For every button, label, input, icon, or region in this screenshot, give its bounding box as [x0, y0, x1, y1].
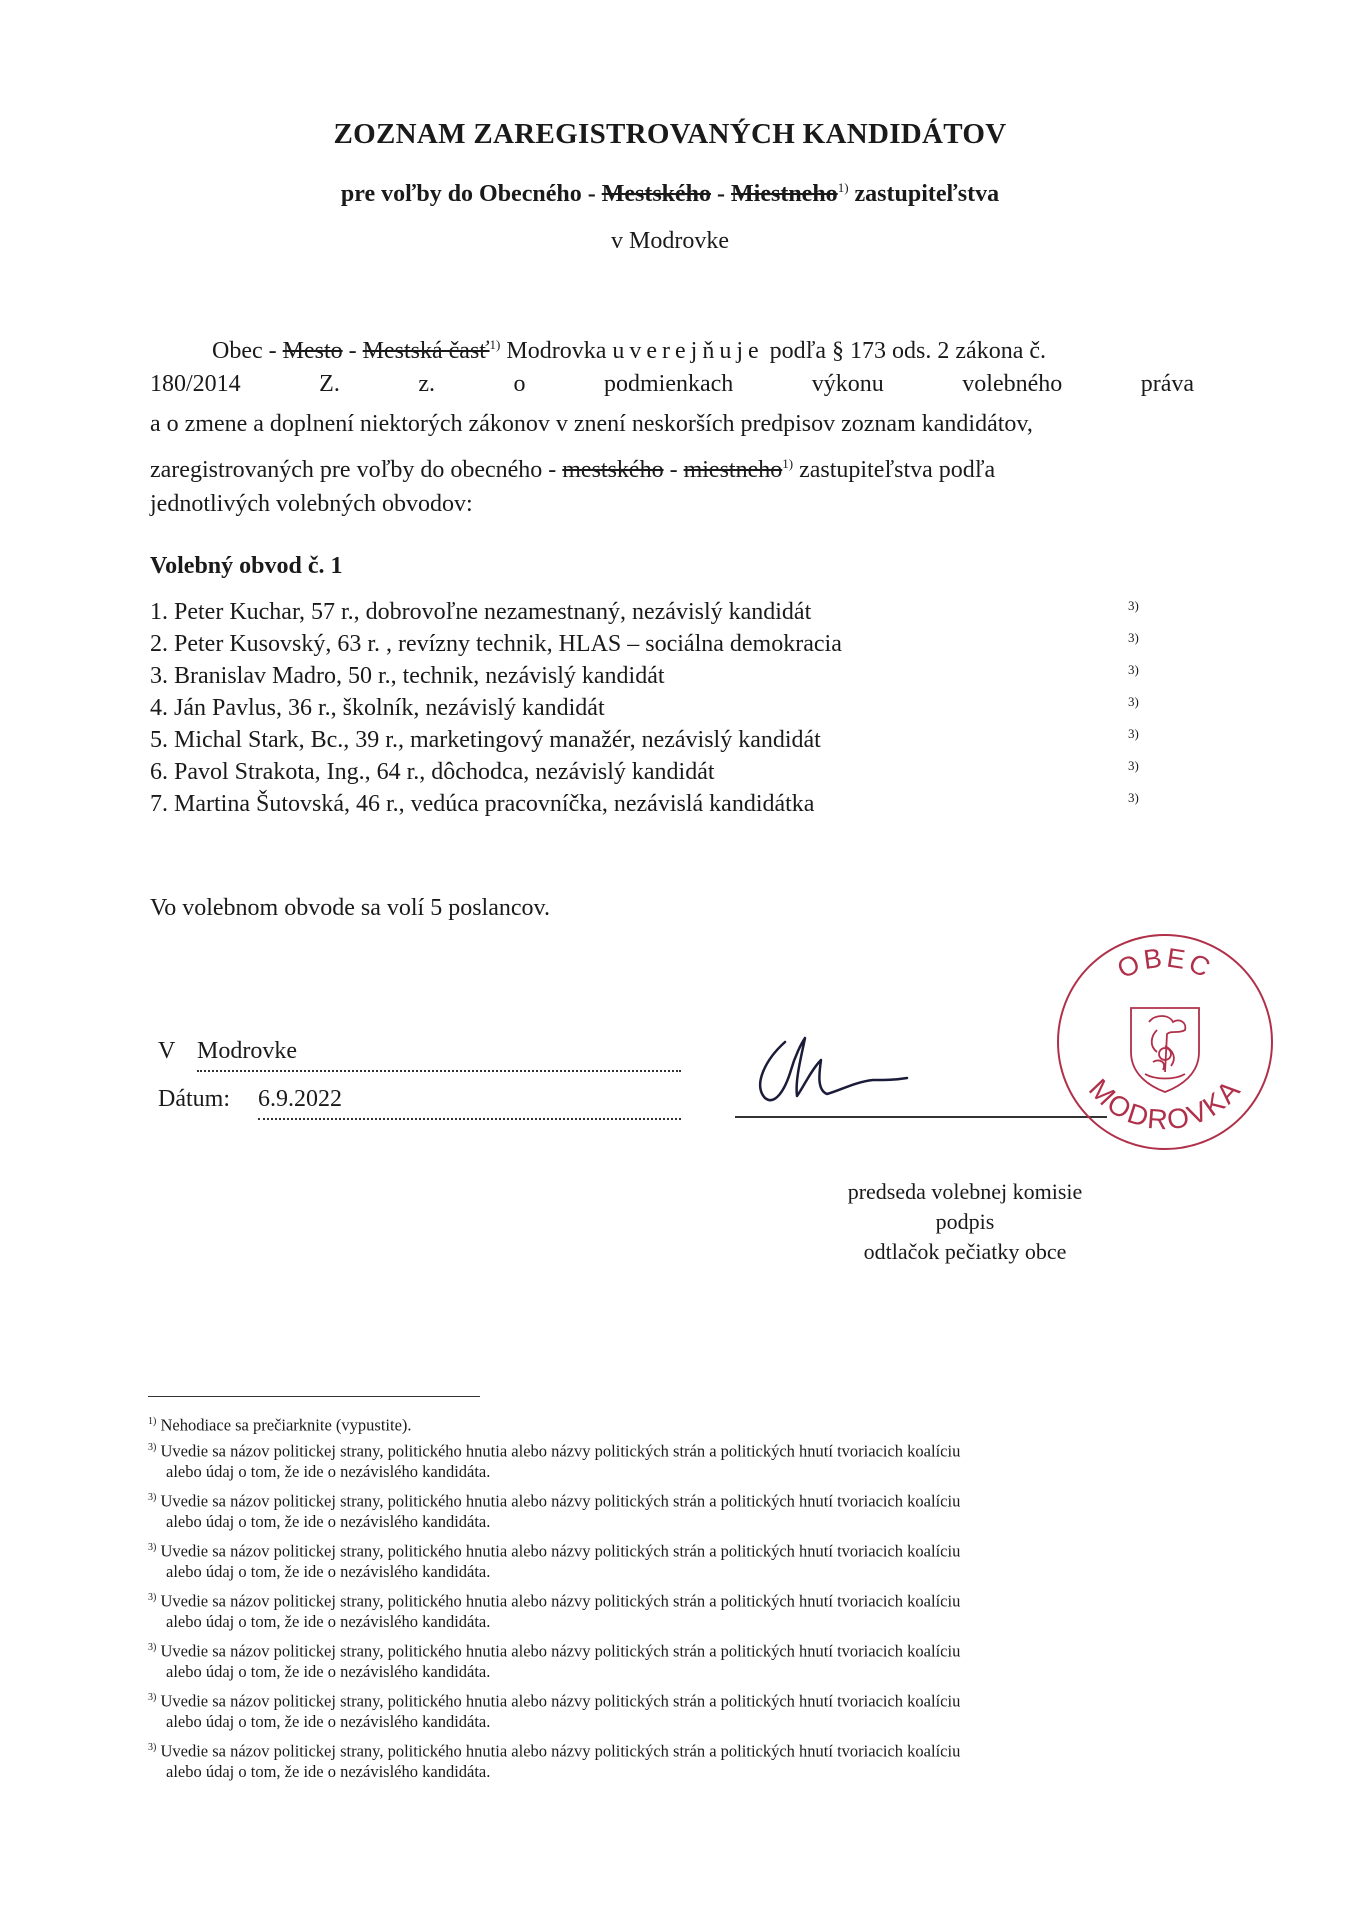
candidate-note: 3): [1128, 758, 1139, 773]
intro-note: 1): [489, 337, 501, 352]
intro-sep: -: [348, 338, 357, 364]
footnote-text-continued: alebo údaj o tom, že ide o nezávislého kandidáta.: [166, 1511, 491, 1531]
intro-word: o: [513, 371, 526, 397]
signature-caption-line-2: podpis: [935, 1209, 995, 1234]
candidate-item: 7. Martina Šutovská, 46 r., vedúca pracovníčka, nezávislá kandidátka: [150, 791, 815, 817]
footnote-text: Uvedie sa názov politickej strany, politického hnutia alebo názvy politických strán a politických hnutí tvoriacich koalíciu: [160, 1441, 961, 1461]
candidate-item: 3. Branislav Madro, 50 r., technik, nezávislý kandidát: [150, 663, 665, 689]
intro-struck-cast: Mestská časť: [362, 338, 490, 364]
candidate-item: 5. Michal Stark, Bc., 39 r., marketingový manažér, nezávislý kandidát: [150, 727, 821, 753]
intro-line-4-post: zastupiteľstva podľa: [799, 457, 996, 483]
footnote: [148, 1638, 1193, 1682]
footnote-text-continued: alebo údaj o tom, že ide o nezávislého kandidáta.: [166, 1611, 491, 1631]
candidate-item: 6. Pavol Strakota, Ing., 64 r., dôchodca, nezávislý kandidát: [150, 759, 715, 785]
intro-sep-2: -: [669, 457, 678, 483]
intro-line-4-pre: zaregistrovaných pre voľby do obecného -: [150, 457, 557, 483]
intro-word: 180/2014: [150, 371, 241, 397]
intro-rest-line-1: podľa § 173 ods. 2 zákona č.: [769, 338, 1047, 364]
handwritten-signature: [745, 1030, 925, 1110]
footnote-mark: 3): [148, 1442, 157, 1453]
intro-line-2: [150, 364, 1194, 404]
seats-text: Vo volebnom obvode sa volí 5 poslancov.: [150, 895, 550, 921]
signature-caption-line-3: odtlačok pečiatky obce: [863, 1239, 1067, 1264]
candidate-item: 4. Ján Pavlus, 36 r., školník, nezávislý kandidát: [150, 695, 605, 721]
document-title: ZOZNAM ZAREGISTROVANÝCH KANDIDÁTOV: [333, 118, 1007, 150]
footnote-mark: 3): [148, 1542, 157, 1553]
intro-struck-miestneho: miestneho: [683, 457, 783, 483]
stamp-top-text: OBEC: [1112, 942, 1218, 985]
intro-struck-mestskeho: mestského: [562, 457, 664, 483]
subtitle-separator: -: [717, 181, 726, 207]
footnote-mark: 3): [148, 1742, 157, 1753]
footnote-text: Uvedie sa názov politickej strany, politického hnutia alebo názvy politických strán a politických hnutí tvoriacich koalíciu: [160, 1741, 961, 1761]
intro-name: Modrovka: [506, 338, 607, 364]
footnote-mark: 3): [148, 1492, 157, 1503]
footnote-text-continued: alebo údaj o tom, že ide o nezávislého kandidáta.: [166, 1661, 491, 1681]
footnote-text-continued: alebo údaj o tom, že ide o nezávislého kandidáta.: [166, 1461, 491, 1481]
candidate-note: 3): [1128, 598, 1139, 613]
footnote: [148, 1588, 1193, 1632]
footnote-mark: 3): [148, 1692, 157, 1703]
place-value: Modrovke: [197, 1038, 297, 1064]
intro-word: práva: [1140, 371, 1195, 397]
footnote-text: Uvedie sa názov politickej strany, politického hnutia alebo názvy politických strán a politických hnutí tvoriacich koalíciu: [160, 1691, 961, 1711]
stamp-bottom-text: MODROVKA: [1082, 1072, 1247, 1136]
place-label: V: [158, 1038, 176, 1064]
intro-word: volebného: [962, 371, 1063, 397]
intro-note-2: 1): [782, 456, 794, 471]
candidate-note: 3): [1128, 630, 1139, 645]
intro-obec: Obec -: [212, 338, 277, 364]
footnote-separator: [148, 1396, 480, 1397]
subtitle-post: zastupiteľstva: [854, 181, 1000, 207]
document-location: v Modrovke: [611, 228, 729, 254]
footnote-text: Uvedie sa názov politickej strany, politického hnutia alebo názvy politických strán a politických hnutí tvoriacich koalíciu: [160, 1641, 961, 1661]
subtitle-struck-mestskeho: Mestského: [601, 181, 712, 207]
intro-word: z.: [418, 371, 435, 397]
candidate-note: 3): [1128, 694, 1139, 709]
intro-line-3: a o zmene a doplnení niektorých zákonov v znení neskorších predpisov zoznam kandidátov,: [150, 411, 1033, 437]
date-label: Dátum:: [158, 1086, 230, 1112]
intro-verb: uverejňuje: [612, 338, 764, 364]
footnote-text: Uvedie sa názov politickej strany, politického hnutia alebo názvy politických strán a politických hnutí tvoriacich koalíciu: [160, 1541, 961, 1561]
footnote-mark: 1): [148, 1416, 157, 1427]
footnote-mark: 3): [148, 1642, 157, 1653]
candidate-note: 3): [1128, 662, 1139, 677]
footnote: [148, 1488, 1193, 1532]
candidate-note: 3): [1128, 726, 1139, 741]
district-title: Volebný obvod č. 1: [150, 553, 343, 579]
subtitle-pre: pre voľby do Obecného -: [340, 181, 596, 207]
date-value: 6.9.2022: [258, 1086, 342, 1112]
footnote-text-continued: alebo údaj o tom, že ide o nezávislého kandidáta.: [166, 1711, 491, 1731]
place-field: [197, 1038, 681, 1072]
subtitle-note: 1): [837, 180, 849, 195]
subtitle-struck-miestneho: Miestneho: [731, 181, 838, 207]
footnote-text: Nehodiace sa prečiarknite (vypustite).: [160, 1415, 412, 1435]
candidate-note: 3): [1128, 790, 1139, 805]
intro-word: Z.: [319, 371, 340, 397]
intro-struck-mesto: Mesto: [282, 338, 343, 364]
intro-word: podmienkach: [604, 371, 734, 397]
coat-of-arms-icon: [1131, 1008, 1199, 1092]
footnote: [148, 1438, 1193, 1482]
footnote-text: Uvedie sa názov politickej strany, politického hnutia alebo názvy politických strán a politických hnutí tvoriacich koalíciu: [160, 1491, 961, 1511]
footnote: [148, 1688, 1193, 1732]
candidate-item: 1. Peter Kuchar, 57 r., dobrovoľne nezamestnaný, nezávislý kandidát: [150, 599, 812, 625]
footnote: [148, 1412, 1193, 1436]
intro-word: výkonu: [811, 371, 884, 397]
intro-line-5: jednotlivých volebných obvodov:: [150, 491, 473, 517]
footnote-text-continued: alebo údaj o tom, že ide o nezávislého kandidáta.: [166, 1561, 491, 1581]
footnote: [148, 1738, 1193, 1782]
footnote: [148, 1538, 1193, 1582]
signature-caption-line-1: predseda volebnej komisie: [847, 1179, 1083, 1204]
footnote-text: Uvedie sa názov politickej strany, politického hnutia alebo názvy politických strán a politických hnutí tvoriacich koalíciu: [160, 1591, 961, 1611]
footnote-mark: 3): [148, 1592, 157, 1603]
municipal-stamp: [1045, 922, 1285, 1162]
candidate-item: 2. Peter Kusovský, 63 r. , revízny technik, HLAS – sociálna demokracia: [150, 631, 842, 657]
date-field: [258, 1086, 681, 1120]
document-subtitle: [0, 180, 1340, 208]
footnote-text-continued: alebo údaj o tom, že ide o nezávislého kandidáta.: [166, 1761, 491, 1781]
